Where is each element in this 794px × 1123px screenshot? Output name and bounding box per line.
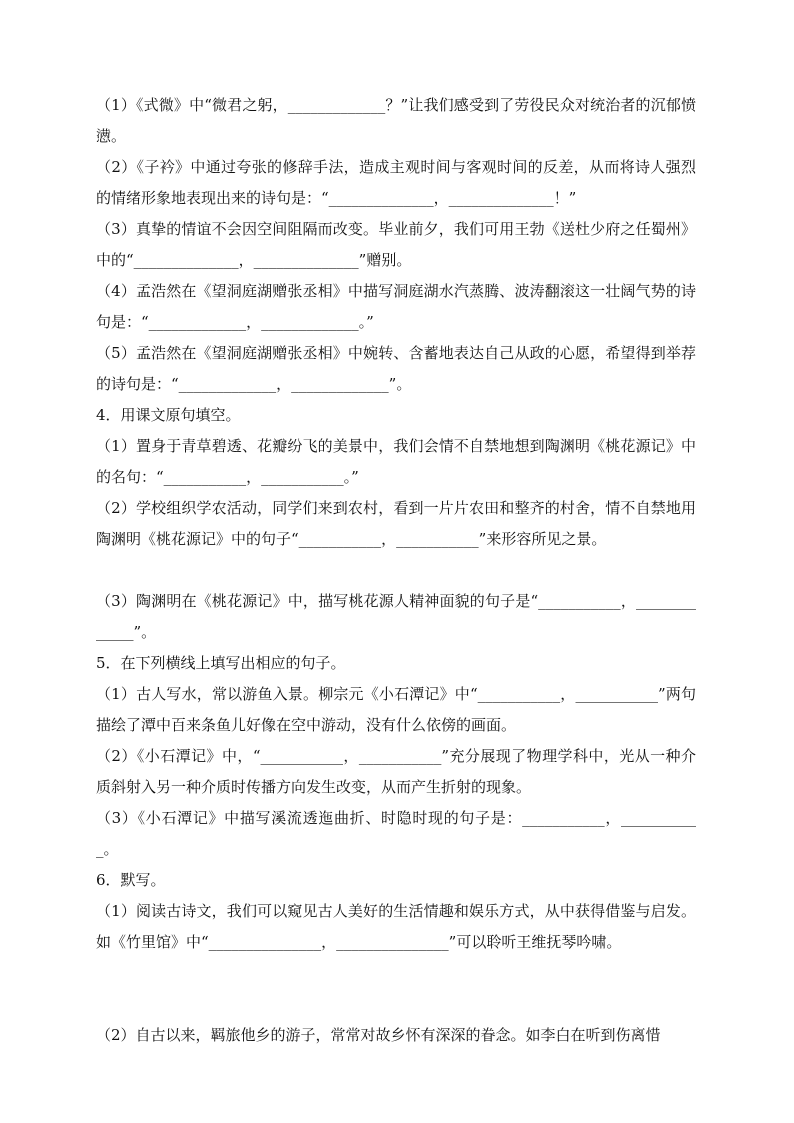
q3-item-1: （1）《式微》中“微君之躬，_____________？”让我们感受到了劳役民众对统治者的沉郁愤懑。: [96, 96, 696, 145]
q6-item-2: （2）自古以来，羁旅他乡的游子，常常对故乡怀有深深的眷念。如李白在听到伤离惜: [96, 1026, 661, 1044]
q5-heading: 5．在下列横线上填写出相应的句子。: [96, 654, 346, 672]
q4-item-2: （2）学校组织学农活动，同学们来到农村，看到一片片农田和整齐的村舍，情不自禁地用陶渊明《桃花源记》中的句子“___________，___________”来形容所见之景。: [96, 499, 696, 548]
q4-heading: 4．用课文原句填空。: [96, 406, 241, 424]
q3-item-4: （4）孟浩然在《望洞庭湖赠张丞相》中描写洞庭湖水汽蒸腾、波涛翻滚这一壮阔气势的诗句是：“_____________，_____________。”: [96, 282, 696, 331]
q6-item-1: （1）阅读古诗文，我们可以窥见古人美好的生活情趣和娱乐方式，从中获得借鉴与启发。如《竹里馆》中“_______________，_______________”可以聆听王维抚琴吟啸。: [96, 902, 696, 951]
q3-item-5: （5）孟浩然在《望洞庭湖赠张丞相》中婉转、含蓄地表达自己从政的心愿，希望得到举荐的诗句是：“_____________，_____________”。: [96, 344, 696, 393]
q5-item-1: （1）古人写水，常以游鱼入景。柳宗元《小石潭记》中“___________，___________”两句描绘了潭中百来条鱼儿好像在空中游动，没有什么依傍的画面。: [96, 685, 696, 734]
q5-item-2: （2）《小石潭记》中，“___________，___________”充分展现了物理学科中，光从一种介质斜射入另一种介质时传播方向发生改变，从而产生折射的现象。: [96, 747, 696, 796]
q3-item-2: （2）《子衿》中通过夸张的修辞手法，造成主观时间与客观时间的反差，从而将诗人强烈的情绪形象地表现出来的诗句是：“______________，______________！”: [96, 158, 696, 207]
q3-item-3: （3）真挚的情谊不会因空间阻隔而改变。毕业前夕，我们可用王勃《送杜少府之任蜀州》中的“______________，______________”赠别。: [96, 220, 696, 269]
q6-heading: 6．默写。: [96, 871, 166, 889]
q4-item-1: （1）置身于青草碧透、花瓣纷飞的美景中，我们会情不自禁地想到陶渊明《桃花源记》中的名句：“___________，___________。”: [96, 437, 696, 486]
q5-item-3: （3）《小石潭记》中描写溪流透迤曲折、时隐时现的句子是：___________，___________。: [96, 809, 696, 858]
q4-item-3: （3）陶渊明在《桃花源记》中，描写桃花源人精神面貌的句子是“___________，_____________”。: [96, 592, 696, 641]
